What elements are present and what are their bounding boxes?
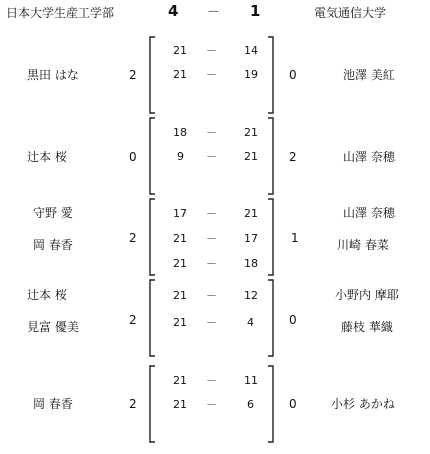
match-1-game-2-right: 19 xyxy=(244,68,258,81)
bracket-left-4 xyxy=(150,280,155,356)
bracket-left-2 xyxy=(150,118,155,194)
bracket-right-2 xyxy=(268,118,273,194)
match-1-left-player-1: 黒田 はな xyxy=(27,68,79,82)
match-3-game-3-sep: － xyxy=(206,257,217,270)
match-2-game-2-left: 9 xyxy=(177,150,184,163)
match-5-right-player-1: 小杉 あかね xyxy=(331,397,395,411)
match-3-right-games: 1 xyxy=(291,231,299,245)
match-5-game-1-right: 11 xyxy=(244,374,258,387)
match-5-left-games: 2 xyxy=(129,397,137,411)
match-1-game-1-sep: － xyxy=(206,44,217,57)
team-left-name: 日本大学生産工学部 xyxy=(6,6,115,20)
match-2-right-player-1: 山澤 奈穂 xyxy=(343,150,395,164)
match-5-game-2-left: 21 xyxy=(173,398,187,411)
bracket-left-1 xyxy=(150,37,155,113)
match-4-game-1-sep: － xyxy=(206,289,217,302)
match-4-right-player-2: 藤枝 華織 xyxy=(341,320,393,334)
match-1-game-2-sep: － xyxy=(206,68,217,81)
match-3-game-1-right: 21 xyxy=(244,207,258,220)
match-1-game-1-left: 21 xyxy=(173,44,187,57)
match-2-game-1-left: 18 xyxy=(173,126,187,139)
match-2-right-games: 2 xyxy=(289,150,297,164)
match-5-left-player-1: 岡 春香 xyxy=(33,397,73,411)
match-3-game-3-left: 21 xyxy=(173,257,187,270)
match-3-game-2-left: 21 xyxy=(173,232,187,245)
match-3-game-2-right: 17 xyxy=(244,232,258,245)
match-1-right-player-1: 池澤 美紅 xyxy=(343,68,395,82)
match-4-game-2-right: 4 xyxy=(247,316,254,329)
team-right-name: 電気通信大学 xyxy=(314,6,387,20)
match-3-right-player-1: 山澤 奈穂 xyxy=(343,206,395,220)
bracket-right-3 xyxy=(268,199,273,275)
match-2-game-2-sep: － xyxy=(206,150,217,163)
match-1-left-games: 2 xyxy=(129,68,137,82)
match-2-left-player-1: 辻本 桜 xyxy=(27,150,67,164)
match-2-left-games: 0 xyxy=(129,150,137,164)
match-2-game-1-right: 21 xyxy=(244,126,258,139)
score-separator: － xyxy=(207,5,221,20)
match-1-game-2-left: 21 xyxy=(173,68,187,81)
match-4-left-player-1: 辻本 桜 xyxy=(27,288,67,302)
match-3-game-1-left: 17 xyxy=(173,207,187,220)
match-4-game-2-sep: － xyxy=(206,316,217,329)
bracket-right-4 xyxy=(268,280,273,356)
bracket-left-3 xyxy=(150,199,155,275)
team-right-score: 1 xyxy=(250,2,261,20)
match-2-game-1-sep: － xyxy=(206,126,217,139)
bracket-left-5 xyxy=(150,366,155,442)
team-left-score: 4 xyxy=(168,2,179,20)
match-5-right-games: 0 xyxy=(289,397,297,411)
match-3-game-2-sep: － xyxy=(206,232,217,245)
match-4-left-player-2: 見富 優美 xyxy=(27,320,79,334)
match-5-game-1-left: 21 xyxy=(173,374,187,387)
bracket-right-5 xyxy=(268,366,273,442)
match-1-right-games: 0 xyxy=(289,68,297,82)
match-4-right-games: 0 xyxy=(289,313,297,327)
match-5-game-2-right: 6 xyxy=(247,398,254,411)
match-4-game-2-left: 21 xyxy=(173,316,187,329)
match-5-game-1-sep: － xyxy=(206,374,217,387)
match-3-game-1-sep: － xyxy=(206,207,217,220)
match-1-game-1-right: 14 xyxy=(244,44,258,57)
match-4-right-player-1: 小野内 摩耶 xyxy=(335,288,399,302)
match-3-left-player-1: 守野 愛 xyxy=(33,206,73,220)
bracket-right-1 xyxy=(268,37,273,113)
match-3-right-player-2: 川崎 春菜 xyxy=(337,238,389,252)
match-5-game-2-sep: － xyxy=(206,398,217,411)
match-2-game-2-right: 21 xyxy=(244,150,258,163)
match-4-game-1-left: 21 xyxy=(173,289,187,302)
match-4-game-1-right: 12 xyxy=(244,289,258,302)
match-3-left-player-2: 岡 春香 xyxy=(33,238,73,252)
match-3-game-3-right: 18 xyxy=(244,257,258,270)
match-3-left-games: 2 xyxy=(129,231,137,245)
match-4-left-games: 2 xyxy=(129,313,137,327)
